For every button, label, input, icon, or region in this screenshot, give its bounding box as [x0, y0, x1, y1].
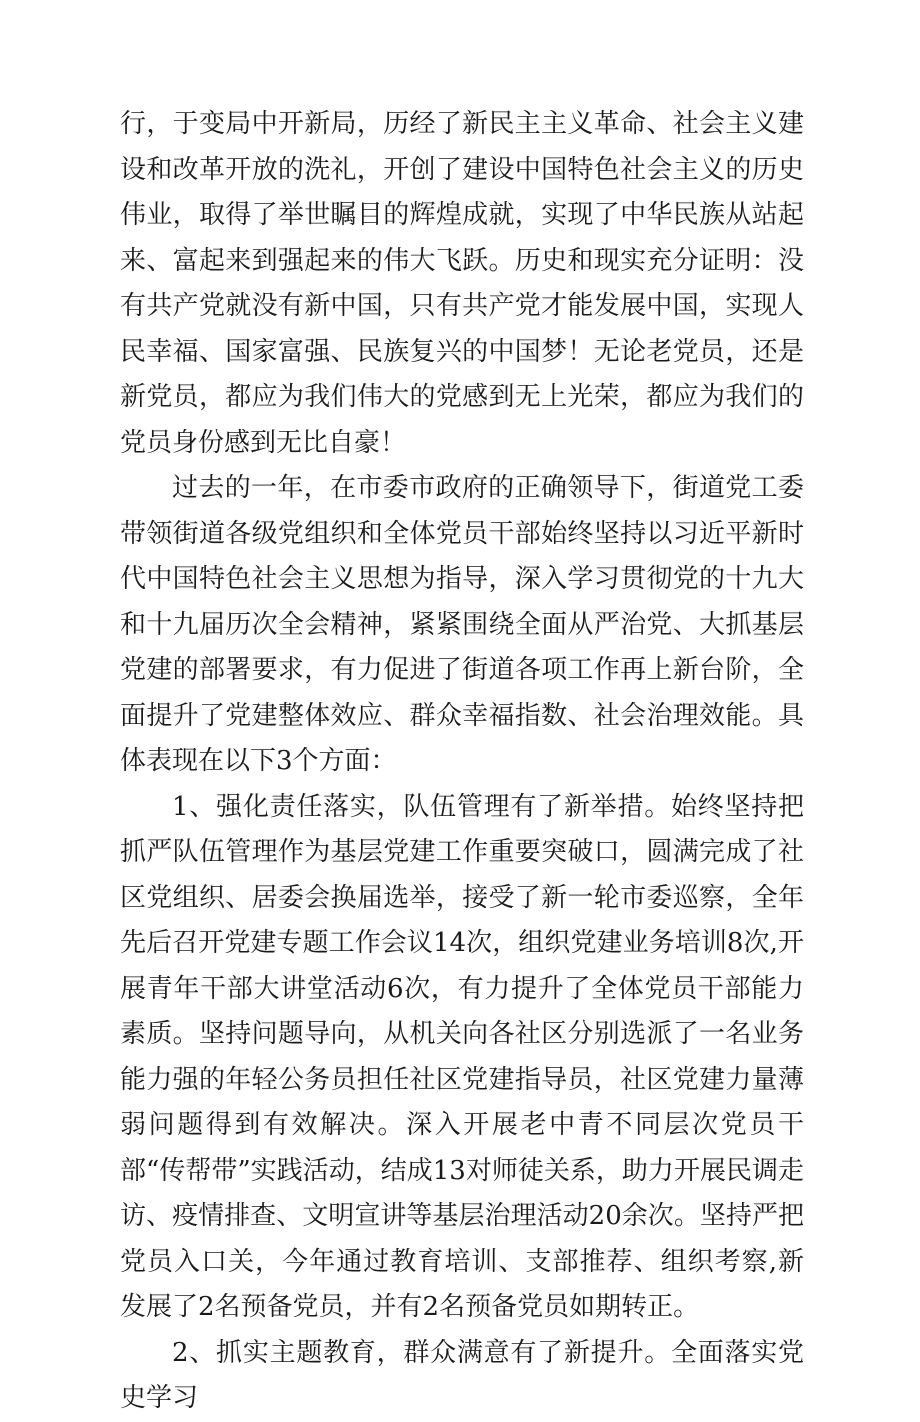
paragraph-4: 2、抓实主题教育，群众满意有了新提升。全面落实党史学习 — [120, 1337, 804, 1413]
paragraph-1: 行，于变局中开新局，历经了新民主主义革命、社会主义建设和改革开放的洗礼，开创了建设中国特色社会主义的历史伟业，取得了举世瞩目的辉煌成就，实现了中华民族从站起来、富起来到强起来的伟大飞跃。历史和现实充分证明：没有共产党就没有新中国，只有共产党才能发展中国，实现人民幸福、国家富强、民族复兴的中国梦！无论老党员，还是新党员，都应为我们伟大的党感到无上光荣，都应为我们的党员身份感到无比自豪！ — [120, 109, 804, 458]
document-body — [120, 102, 804, 1422]
paragraph-3: 1、强化责任落实，队伍管理有了新举措。始终坚持把抓严队伍管理作为基层党建工作重要突破口，圆满完成了社区党组织、居委会换届选举，接受了新一轮市委巡察，全年先后召开党建专题工作会议14次，组织党建业务培训8次,开展青年干部大讲堂活动6次，有力提升了全体党员干部能力素质。坚持问题导向，从机关向各社区分别选派了一名业务能力强的年轻公务员担任社区党建指导员，社区党建力量薄弱问题得到有效解决。深入开展老中青不同层次党员干部“传帮带”实践活动，结成13对师徒关系，助力开展民调走访、疫情排查、文明宣讲等基层治理活动20余次。坚持严把党员入口关，今年通过教育培训、支部推荐、组织考察,新发展了2名预备党员，并有2名预备党员如期转正。 — [120, 791, 804, 1322]
paragraph-2: 过去的一年，在市委市政府的正确领导下，街道党工委带领街道各级党组织和全体党员干部始终坚持以习近平新时代中国特色社会主义思想为指导，深入学习贯彻党的十九大和十九届历次全会精神，紧紧围绕全面从严治党、大抓基层党建的部署要求，有力促进了街道各项工作再上新台阶，全面提升了党建整体效应、群众幸福指数、社会治理效能。具体表现在以下3个方面： — [120, 473, 804, 776]
